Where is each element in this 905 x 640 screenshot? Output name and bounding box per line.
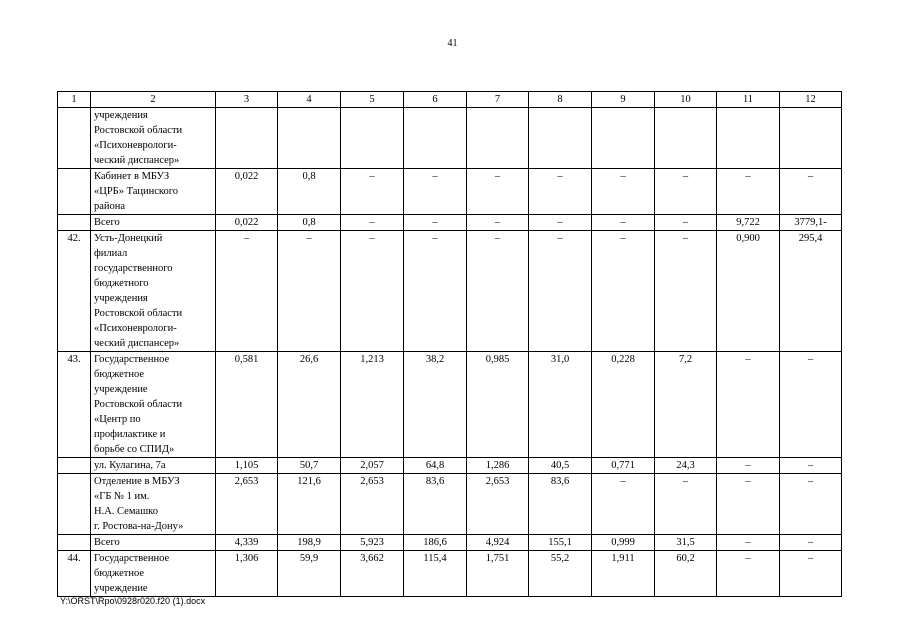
value-cell: 60,2 [655, 551, 717, 597]
value-cell [529, 108, 592, 169]
value-cell: – [592, 215, 655, 231]
name-line: «Психоневрологи- [94, 323, 177, 334]
value-cell: – [780, 551, 842, 597]
name-line: филиал [94, 248, 128, 259]
value-cell: 198,9 [278, 535, 341, 551]
value-cell: – [592, 169, 655, 215]
value-cell [780, 108, 842, 169]
value-cell: 2,653 [467, 474, 529, 535]
value-cell: 31,0 [529, 352, 592, 458]
value-cell: – [341, 169, 404, 215]
value-cell: 2,653 [216, 474, 278, 535]
column-header: 11 [717, 92, 780, 108]
page-number: 41 [447, 38, 458, 49]
value-cell: – [780, 535, 842, 551]
value-cell: – [717, 551, 780, 597]
column-header: 3 [216, 92, 278, 108]
value-cell: 7,2 [655, 352, 717, 458]
value-cell: – [655, 474, 717, 535]
name-line: г. Ростова-на-Дону» [94, 521, 184, 532]
value-cell: – [655, 231, 717, 352]
table-row [58, 474, 842, 535]
institution-name [91, 352, 216, 458]
value-cell: 0,8 [278, 215, 341, 231]
value-cell: – [780, 169, 842, 215]
institution-name [91, 535, 216, 551]
column-header: 5 [341, 92, 404, 108]
table-row [58, 458, 842, 474]
value-cell: – [467, 231, 529, 352]
value-cell: 155,1 [529, 535, 592, 551]
value-cell: 38,2 [404, 352, 467, 458]
value-cell [278, 108, 341, 169]
name-line: «Центр по [94, 414, 141, 425]
row-number [58, 215, 91, 231]
value-cell: 0,999 [592, 535, 655, 551]
column-header: 9 [592, 92, 655, 108]
name-line: Государственное [94, 553, 170, 564]
name-line: бюджетного [94, 278, 149, 289]
value-cell [592, 108, 655, 169]
row-number: 42. [58, 231, 91, 352]
value-cell: – [529, 169, 592, 215]
institution-name [91, 231, 216, 352]
value-cell: 295,4 [780, 231, 842, 352]
institution-name [91, 108, 216, 169]
value-cell: – [404, 169, 467, 215]
value-cell: – [780, 474, 842, 535]
row-number [58, 169, 91, 215]
name-line: Ростовской области [94, 399, 183, 410]
value-cell: 1,286 [467, 458, 529, 474]
value-cell: 0,022 [216, 169, 278, 215]
value-cell: 3779,1- [780, 215, 842, 231]
value-cell: 64,8 [404, 458, 467, 474]
value-cell: 0,900 [717, 231, 780, 352]
value-cell: 55,2 [529, 551, 592, 597]
table-row [58, 231, 842, 352]
name-line: ческий диспансер» [94, 155, 180, 166]
table-row [58, 551, 842, 597]
name-line: «ГБ № 1 им. [94, 491, 150, 502]
name-line: Н.А. Семашко [94, 506, 158, 517]
value-cell [404, 108, 467, 169]
column-header: 8 [529, 92, 592, 108]
name-line: учреждения [94, 293, 148, 304]
column-header: 6 [404, 92, 467, 108]
value-cell: – [780, 458, 842, 474]
value-cell: – [717, 535, 780, 551]
name-line: ул. Кулагина, 7а [94, 460, 166, 471]
name-line: «Психоневрологи- [94, 140, 177, 151]
row-number [58, 108, 91, 169]
name-line: Ростовской области [94, 125, 183, 136]
value-cell [467, 108, 529, 169]
value-cell: 4,339 [216, 535, 278, 551]
value-cell: 2,653 [341, 474, 404, 535]
value-cell: – [216, 231, 278, 352]
name-line: Кабинет в МБУЗ [94, 171, 170, 182]
value-cell: 1,105 [216, 458, 278, 474]
value-cell: – [655, 169, 717, 215]
value-cell: 26,6 [278, 352, 341, 458]
value-cell: – [592, 474, 655, 535]
institution-name [91, 474, 216, 535]
file-path-footer: Y:\ORST\Rpo\0928r020.f20 (1).docx [60, 596, 206, 606]
value-cell: – [341, 215, 404, 231]
column-header: 2 [91, 92, 216, 108]
name-line: Всего [94, 537, 120, 548]
value-cell: 0,228 [592, 352, 655, 458]
name-line: Отделение в МБУЗ [94, 476, 180, 487]
name-line: Усть-Донецкий [94, 233, 163, 244]
name-line: Всего [94, 217, 120, 228]
value-cell: – [717, 458, 780, 474]
name-line: ческий диспансер» [94, 338, 180, 349]
value-cell: – [341, 231, 404, 352]
institution-name [91, 458, 216, 474]
value-cell: 31,5 [655, 535, 717, 551]
table-header-row [58, 92, 842, 108]
column-header: 10 [655, 92, 717, 108]
value-cell: 4,924 [467, 535, 529, 551]
row-number: 44. [58, 551, 91, 597]
value-cell: 0,771 [592, 458, 655, 474]
institution-name [91, 215, 216, 231]
table-row [58, 169, 842, 215]
value-cell: – [717, 352, 780, 458]
value-cell: – [655, 215, 717, 231]
value-cell: 0,581 [216, 352, 278, 458]
table-row [58, 352, 842, 458]
value-cell: 0,985 [467, 352, 529, 458]
value-cell: 186,6 [404, 535, 467, 551]
value-cell [717, 108, 780, 169]
value-cell: – [467, 169, 529, 215]
value-cell: – [467, 215, 529, 231]
value-cell: 24,3 [655, 458, 717, 474]
name-line: Ростовской области [94, 308, 183, 319]
table-row [58, 108, 842, 169]
value-cell: 59,9 [278, 551, 341, 597]
value-cell: – [278, 231, 341, 352]
row-number [58, 474, 91, 535]
name-line: «ЦРБ» Тацинского [94, 186, 179, 197]
column-header: 1 [58, 92, 91, 108]
table-row [58, 535, 842, 551]
value-cell: 9,722 [717, 215, 780, 231]
value-cell: – [717, 169, 780, 215]
value-cell: – [780, 352, 842, 458]
name-line: государственного [94, 263, 173, 274]
value-cell: 1,911 [592, 551, 655, 597]
name-line: борьбе со СПИД» [94, 444, 175, 455]
value-cell: – [529, 215, 592, 231]
column-header: 4 [278, 92, 341, 108]
institution-name [91, 551, 216, 597]
name-line: Государственное [94, 354, 170, 365]
value-cell: 5,923 [341, 535, 404, 551]
name-line: учреждение [94, 583, 148, 594]
column-header: 7 [467, 92, 529, 108]
value-cell: – [404, 231, 467, 352]
name-line: района [94, 201, 126, 212]
row-number: 43. [58, 352, 91, 458]
table-body [58, 92, 842, 597]
value-cell: – [717, 474, 780, 535]
value-cell: 0,022 [216, 215, 278, 231]
name-line: учреждение [94, 384, 148, 395]
value-cell: 83,6 [529, 474, 592, 535]
table-row [58, 215, 842, 231]
value-cell [655, 108, 717, 169]
value-cell: 1,751 [467, 551, 529, 597]
value-cell: 3,662 [341, 551, 404, 597]
value-cell: 0,8 [278, 169, 341, 215]
value-cell: 40,5 [529, 458, 592, 474]
value-cell: – [529, 231, 592, 352]
value-cell: 2,057 [341, 458, 404, 474]
row-number [58, 458, 91, 474]
name-line: бюджетное [94, 568, 145, 579]
column-header: 12 [780, 92, 842, 108]
name-line: учреждения [94, 110, 148, 121]
value-cell [341, 108, 404, 169]
value-cell: 83,6 [404, 474, 467, 535]
value-cell: 1,306 [216, 551, 278, 597]
value-cell: – [404, 215, 467, 231]
value-cell: 121,6 [278, 474, 341, 535]
value-cell: – [592, 231, 655, 352]
institution-name [91, 169, 216, 215]
value-cell [216, 108, 278, 169]
value-cell: 50,7 [278, 458, 341, 474]
value-cell: 1,213 [341, 352, 404, 458]
row-number [58, 535, 91, 551]
name-line: бюджетное [94, 369, 145, 380]
name-line: профилактике и [94, 429, 166, 440]
value-cell: 115,4 [404, 551, 467, 597]
data-table [57, 91, 842, 597]
